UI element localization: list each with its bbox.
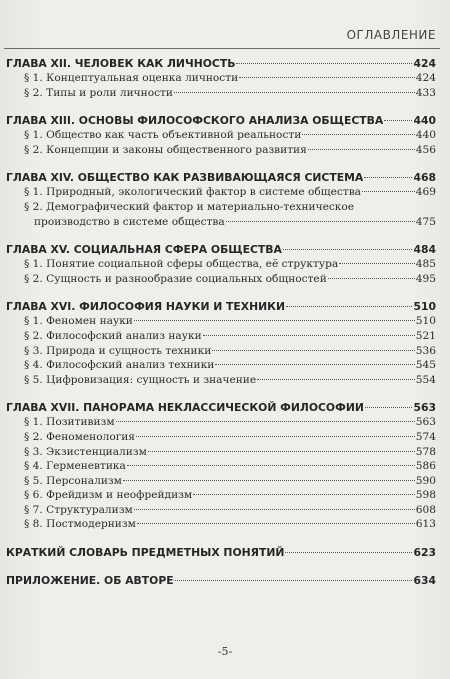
- section-page: 440: [415, 129, 436, 142]
- dot-leader: [286, 306, 412, 307]
- appendix: [6, 573, 436, 588]
- section-entry[interactable]: [6, 344, 436, 359]
- dot-leader: [308, 149, 415, 150]
- chapter-page: 468: [413, 171, 436, 185]
- dot-leader: [365, 407, 413, 408]
- chapter-15: [6, 242, 436, 286]
- chapter-12: [6, 56, 436, 100]
- chapter-entry[interactable]: [6, 573, 436, 588]
- dot-leader: [123, 480, 415, 481]
- dot-leader: [239, 77, 415, 78]
- chapter-page: 634: [413, 574, 436, 588]
- dot-leader: [226, 221, 415, 222]
- dot-leader: [127, 465, 415, 466]
- section-entry[interactable]: [6, 71, 436, 86]
- section-title: § 2. Концепции и законы общественного развития: [24, 143, 307, 156]
- chapter-entry[interactable]: [6, 299, 436, 314]
- section-entry[interactable]: [6, 358, 436, 373]
- section-page: 536: [415, 344, 436, 357]
- section-title: § 1. Понятие социальной сферы общества, её структура: [24, 258, 339, 271]
- section-entry[interactable]: [6, 373, 436, 388]
- dot-leader: [134, 320, 415, 321]
- section-title: § 1. Концептуальная оценка личности: [24, 72, 239, 84]
- section-title: § 3. Экзистенциализм: [24, 445, 147, 458]
- chapter-title: ГЛАВА XII. ЧЕЛОВЕК КАК ЛИЧНОСТЬ: [6, 57, 236, 70]
- section-page: 598: [415, 489, 436, 502]
- section-entry[interactable]: [6, 503, 436, 518]
- section-page: 475: [415, 215, 436, 228]
- dot-leader: [148, 451, 415, 452]
- section-entry[interactable]: [6, 314, 436, 329]
- chapter-title: ПРИЛОЖЕНИЕ. ОБ АВТОРЕ: [6, 574, 174, 588]
- dot-leader: [283, 249, 413, 250]
- chapter-14: [6, 170, 436, 229]
- section-page: 456: [415, 143, 436, 156]
- dot-leader: [339, 263, 415, 264]
- section-entry[interactable]: [6, 415, 436, 430]
- dot-leader: [285, 552, 412, 553]
- section-title: § 2. Феноменология: [24, 430, 135, 443]
- section-page: 586: [415, 460, 436, 473]
- chapter-page: 623: [413, 546, 436, 560]
- dot-leader: [136, 436, 415, 437]
- section-title: § 1. Позитивизм: [24, 416, 115, 429]
- section-title-line2: производство в системе общества: [34, 215, 225, 228]
- chapter-page: 484: [413, 243, 436, 257]
- chapter-entry[interactable]: [6, 242, 436, 257]
- section-page: 578: [415, 445, 436, 458]
- dot-leader: [215, 364, 414, 365]
- section-title: § 4. Герменевтика: [24, 460, 126, 473]
- section-title: § 1. Феномен науки: [24, 315, 133, 328]
- dot-leader: [328, 278, 415, 279]
- chapter-title: ГЛАВА XVII. ПАНОРАМА НЕКЛАССИЧЕСКОЙ ФИЛОСОФИИ: [6, 401, 364, 415]
- dot-leader: [364, 177, 412, 178]
- chapter-title: ГЛАВА XIV. ОБЩЕСТВО КАК РАЗВИВАЮЩАЯСЯ СИСТЕМА: [6, 171, 364, 185]
- dot-leader: [257, 379, 415, 380]
- section-entry[interactable]: [6, 430, 436, 445]
- section-title: § 2. Философский анализ науки: [24, 329, 202, 342]
- section-page: 510: [415, 315, 436, 328]
- section-page: 563: [415, 416, 436, 429]
- chapter-title: КРАТКИЙ СЛОВАРЬ ПРЕДМЕТНЫХ ПОНЯТИЙ: [6, 546, 285, 560]
- chapter-13: [6, 113, 436, 157]
- chapter-page: 563: [413, 401, 436, 415]
- glossary: [6, 545, 436, 560]
- section-page: 545: [415, 359, 436, 372]
- section-title: § 2. Типы и роли личности: [24, 86, 173, 99]
- chapter-page: 424: [413, 57, 436, 70]
- chapter-entry[interactable]: [6, 545, 436, 560]
- section-page: 521: [415, 329, 436, 342]
- dot-leader: [175, 580, 413, 581]
- section-title-line2-row: [24, 215, 436, 230]
- dot-leader: [236, 63, 412, 64]
- section-title: § 7. Структурализм: [24, 503, 133, 516]
- section-entry[interactable]: [6, 272, 436, 287]
- dot-leader: [203, 335, 415, 336]
- dot-leader: [302, 134, 414, 135]
- section-entry[interactable]: [6, 517, 436, 532]
- chapter-entry[interactable]: [6, 400, 436, 415]
- section-entry[interactable]: [6, 257, 436, 272]
- section-page: 590: [415, 474, 436, 487]
- dot-leader: [137, 523, 415, 524]
- section-entry[interactable]: [6, 185, 436, 200]
- dot-leader: [193, 494, 415, 495]
- section-page: 485: [415, 258, 436, 271]
- section-entry-wrapped[interactable]: [6, 200, 436, 229]
- chapter-16: [6, 299, 436, 387]
- section-title: § 3. Природа и сущность техники: [24, 344, 212, 357]
- chapter-title: ГЛАВА XVI. ФИЛОСОФИЯ НАУКИ И ТЕХНИКИ: [6, 300, 286, 314]
- dot-leader: [384, 120, 412, 121]
- header-rule: [4, 48, 440, 49]
- chapter-page: 440: [413, 114, 436, 128]
- section-page: 424: [415, 72, 436, 84]
- section-entry[interactable]: [6, 143, 436, 158]
- section-page: 469: [415, 186, 436, 199]
- section-page: 574: [415, 430, 436, 443]
- section-entry[interactable]: [6, 488, 436, 503]
- section-title: § 5. Цифровизация: сущность и значение: [24, 373, 257, 386]
- section-page: 608: [415, 503, 436, 516]
- dot-leader: [174, 92, 415, 93]
- section-page: 613: [415, 518, 436, 531]
- chapter-title: ГЛАВА XV. СОЦИАЛЬНАЯ СФЕРА ОБЩЕСТВА: [6, 243, 282, 257]
- chapter-17: [6, 400, 436, 532]
- section-entry[interactable]: [6, 474, 436, 489]
- chapter-entry[interactable]: [6, 170, 436, 185]
- section-title: § 6. Фрейдизм и неофрейдизм: [24, 489, 193, 502]
- section-page: 495: [415, 272, 436, 285]
- table-of-contents: [6, 56, 436, 601]
- section-title: § 1. Природный, экологический фактор в системе общества: [24, 186, 361, 199]
- dot-leader: [212, 350, 414, 351]
- chapter-entry[interactable]: [6, 56, 436, 71]
- chapter-page: 510: [413, 300, 436, 314]
- section-page: 554: [415, 373, 436, 386]
- dot-leader: [362, 191, 415, 192]
- section-title-line1: § 2. Демографический фактор и материально-техническое: [24, 200, 355, 213]
- section-entry[interactable]: [6, 445, 436, 460]
- section-title: § 8. Постмодернизм: [24, 518, 136, 531]
- section-entry[interactable]: [6, 128, 436, 143]
- section-title: § 1. Общество как часть объективной реальности: [24, 129, 302, 142]
- section-title: § 5. Персонализм: [24, 474, 122, 487]
- section-title: § 2. Сущность и разнообразие социальных общностей: [24, 272, 327, 285]
- chapter-title: ГЛАВА XIII. ОСНОВЫ ФИЛОСОФСКОГО АНАЛИЗА ОБЩЕСТВА: [6, 114, 384, 128]
- section-entry[interactable]: [6, 86, 436, 101]
- section-entry[interactable]: [6, 459, 436, 474]
- section-entry[interactable]: [6, 329, 436, 344]
- running-title: ОГЛАВЛЕНИЕ: [346, 28, 436, 42]
- chapter-entry[interactable]: [6, 113, 436, 128]
- dot-leader: [116, 421, 415, 422]
- page-number: -5-: [217, 645, 233, 658]
- section-page: 433: [415, 86, 436, 99]
- dot-leader: [134, 509, 415, 510]
- section-title: § 4. Философский анализ техники: [24, 359, 215, 372]
